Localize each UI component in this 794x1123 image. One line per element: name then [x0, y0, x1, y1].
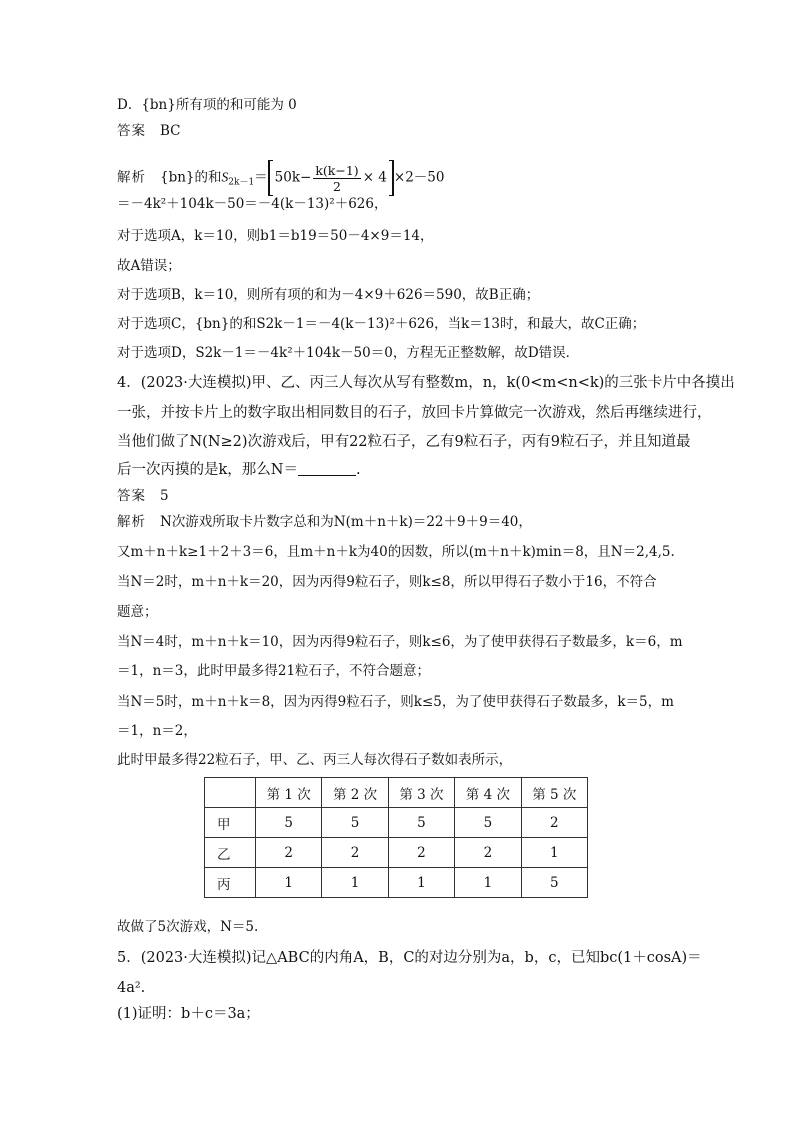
question-4-line-3: 当他们做了N(N≥2)次游戏后，甲有22粒石子，乙有9粒石子，丙有9粒石子，并且知道最 — [117, 434, 691, 450]
term-2: × 4 — [362, 169, 387, 186]
question-4-line-1: 4．(2023·大连模拟)甲、乙、丙三人每次从写有整数m，n，k(0<m<n<k)的三张卡片中各摸出 — [117, 375, 735, 391]
solution-label: 解析 — [117, 169, 146, 186]
question-5-part-1: (1)证明：b＋c＝3a； — [117, 1006, 260, 1022]
table-cell: 2 — [256, 838, 322, 868]
table-header-cell: 第 2 次 — [322, 778, 388, 808]
option-b-analysis: 对于选项B，k＝10，则所有项的和为－4×9＋626＝590，故B正确； — [117, 287, 540, 303]
solution-4-line-7: 当N＝5时，m＋n＋k＝8，因为丙得9粒石子，则k≤5，为了使甲获得石子数最多，k＝5，m — [117, 694, 674, 710]
table-header-cell: 第 4 次 — [455, 778, 521, 808]
table-cell: 2 — [388, 838, 454, 868]
question-5-line-1: 5．(2023·大连模拟)记△ABC的内角A，B，C的对边分别为a，b，c，已知bc(1＋cosA)＝ — [117, 950, 702, 966]
row-header: 乙 — [205, 838, 256, 868]
solution-formula-line: 解析 {bn}的和$S_{2k-1}= 50k-$ $\frac{k(k-1)}{2}$ × 4 ×2－50 — [117, 160, 444, 196]
answer-value: BC — [160, 123, 181, 139]
left-bracket — [268, 160, 273, 196]
solution-4-line-8: ＝1，n＝2， — [117, 723, 197, 739]
solution-4-conclusion: 故做了5次游戏，N＝5. — [117, 919, 259, 935]
option-a-conclusion: 故A错误； — [117, 258, 181, 274]
table-cell: 5 — [256, 808, 322, 838]
answer-line-1 — [117, 121, 181, 141]
table-cell: 1 — [256, 868, 322, 898]
solution-label-2: 解析 — [117, 514, 146, 530]
fraction — [313, 163, 360, 194]
fraction-denominator: 2 — [333, 178, 341, 194]
question-4-period: . — [355, 462, 361, 478]
table-cell: 2 — [521, 808, 587, 838]
table-cell: 1 — [388, 868, 454, 898]
solution-4-line-4: 题意； — [117, 604, 158, 620]
table-header-row — [205, 778, 588, 808]
solution-4-line-5: 当N＝4时，m＋n＋k＝10，因为丙得9粒石子，则k≤6，为了使甲获得石子数最多，k＝6，m — [117, 634, 683, 650]
row-header: 丙 — [205, 868, 256, 898]
question-5-line-2: 4a². — [117, 980, 146, 996]
row-header: 甲 — [205, 808, 256, 838]
table-cell: 5 — [455, 808, 521, 838]
equals-sign: ＝ — [254, 169, 268, 186]
answer-label: 答案 — [117, 123, 146, 139]
table-header-cell: 第 1 次 — [256, 778, 322, 808]
table-cell: 5 — [521, 868, 587, 898]
table-header-cell: 第 3 次 — [388, 778, 454, 808]
table-cell: 5 — [388, 808, 454, 838]
solution-4-line-9: 此时甲最多得22粒石子，甲、乙、丙三人每次得石子数如表所示， — [117, 752, 513, 768]
option-c-analysis: 对于选项C，{bn}的和S2k－1＝－4(k－13)²＋626，当k＝13时，和最大，故C正确； — [117, 316, 646, 332]
stones-table — [204, 777, 588, 898]
solution-4-line-3: 当N＝2时，m＋n＋k＝20，因为丙得9粒石子，则k≤8，所以甲得石子数小于16，不符合 — [117, 574, 657, 590]
table-cell: 1 — [521, 838, 587, 868]
sum-label: {bn}的和 — [160, 169, 222, 186]
table-cell: 1 — [322, 868, 388, 898]
answer-value-2: 5 — [160, 488, 169, 504]
option-a-analysis: 对于选项A，k＝10，则b1＝b19＝50－4×9＝14， — [117, 228, 434, 244]
solution-4-line-2: 又m＋n＋k≥1＋2＋3＝6，且m＋n＋k为40的因数，所以(m＋n＋k)min＝8，且N＝2,4,5. — [117, 544, 675, 560]
answer-line-2 — [117, 486, 169, 506]
solution-4-line-1 — [117, 512, 532, 532]
table-cell: 1 — [455, 868, 521, 898]
solution-line-2: ＝－4k²＋104k－50＝－4(k－13)²＋626， — [117, 196, 388, 212]
solution-4-line-6: ＝1，n＝3，此时甲最多得21粒石子，不符合题意； — [117, 663, 431, 679]
solution-4-text: N次游戏所取卡片数字总和为N(m＋n＋k)＝22＋9＋9＝40， — [160, 514, 532, 530]
table-header-cell: 第 5 次 — [521, 778, 587, 808]
question-4-line-2: 一张，并按卡片上的数字取出相同数目的石子，放回卡片算做完一次游戏，然后再继续进行， — [117, 405, 712, 421]
table-row — [205, 808, 588, 838]
question-4-line-4 — [117, 460, 361, 480]
table-row — [205, 838, 588, 868]
term-1: 50k− — [274, 169, 312, 186]
option-d-analysis: 对于选项D，S2k－1＝－4k²＋104k－50＝0，方程无正整数解，故D错误． — [117, 345, 580, 361]
table-cell: 2 — [322, 838, 388, 868]
table-cell: 2 — [455, 838, 521, 868]
fraction-numerator: k(k−1) — [315, 162, 359, 178]
table-cell: 5 — [322, 808, 388, 838]
table-row — [205, 868, 588, 898]
option-d: D．{bn}所有项的和可能为 0 — [117, 97, 297, 113]
term-tail: ×2－50 — [393, 169, 445, 186]
answer-label-2: 答案 — [117, 488, 146, 504]
table-header-cell — [205, 778, 256, 808]
answer-blank — [298, 461, 356, 476]
question-4-text: 后一次丙摸的是k，那么N＝ — [117, 462, 298, 478]
